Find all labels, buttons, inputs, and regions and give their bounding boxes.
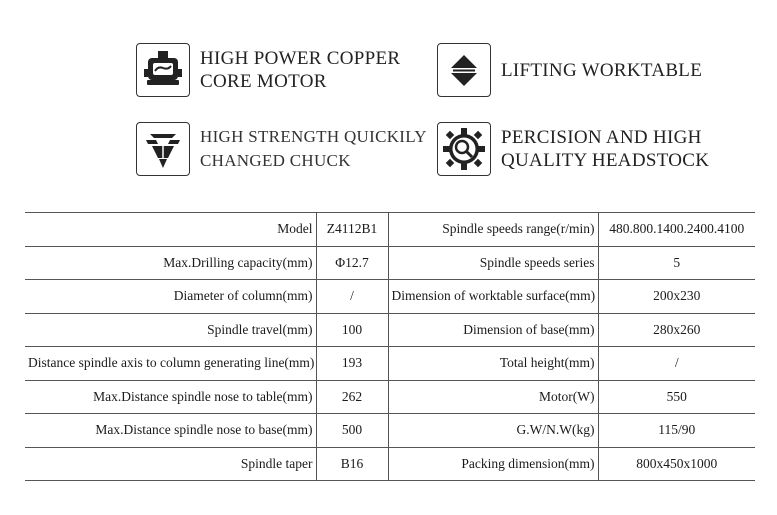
spec-value: 115/90 <box>598 414 755 448</box>
spec-value: / <box>598 347 755 381</box>
table-row <box>25 347 755 381</box>
feature-chuck <box>136 122 427 176</box>
spec-label: Distance spindle axis to column generating line(mm) <box>25 347 316 381</box>
table-row <box>25 380 755 414</box>
lift-arrows-icon <box>437 43 491 97</box>
spec-label: Total height(mm) <box>388 347 598 381</box>
spec-label: Max.Distance spindle nose to table(mm) <box>25 380 316 414</box>
feature-chuck-label: HIGH STRENGTH QUICKILY CHANGED CHUCK <box>200 127 427 170</box>
spec-label: Motor(W) <box>388 380 598 414</box>
spec-label: Diameter of column(mm) <box>25 280 316 314</box>
spec-value: 262 <box>316 380 388 414</box>
spec-label: Dimension of worktable surface(mm) <box>388 280 598 314</box>
spec-label: Spindle speeds series <box>388 246 598 280</box>
table-row <box>25 414 755 448</box>
spec-table-body <box>25 213 755 481</box>
spec-label: Max.Drilling capacity(mm) <box>25 246 316 280</box>
feature-motor-label: HIGH POWER COPPER CORE MOTOR <box>200 48 401 92</box>
feature-lifting <box>437 43 702 97</box>
feature-lifting-label: LIFTING WORKTABLE <box>501 59 703 81</box>
spec-value: B16 <box>316 447 388 481</box>
spec-label: G.W/N.W(kg) <box>388 414 598 448</box>
spec-value: Φ12.7 <box>316 246 388 280</box>
motor-icon <box>136 43 190 97</box>
spec-value: 500 <box>316 414 388 448</box>
spec-label: Spindle taper <box>25 447 316 481</box>
feature-headstock-label: PERCISION AND HIGH QUALITY HEADSTOCK <box>501 127 710 171</box>
spec-value: 100 <box>316 313 388 347</box>
spec-label: Packing dimension(mm) <box>388 447 598 481</box>
gear-magnifier-icon <box>437 122 491 176</box>
table-row <box>25 280 755 314</box>
table-row <box>25 213 755 247</box>
spec-value: 480.800.1400.2400.4100 <box>598 213 755 247</box>
feature-headstock <box>437 122 709 176</box>
spec-value: 200x230 <box>598 280 755 314</box>
spec-label: Max.Distance spindle nose to base(mm) <box>25 414 316 448</box>
spec-value: 280x260 <box>598 313 755 347</box>
table-row <box>25 313 755 347</box>
table-row <box>25 246 755 280</box>
spec-label: Model <box>25 213 316 247</box>
table-row <box>25 447 755 481</box>
chuck-icon <box>136 122 190 176</box>
spec-value: 5 <box>598 246 755 280</box>
spec-value: Z4112B1 <box>316 213 388 247</box>
spec-label: Spindle speeds range(r/min) <box>388 213 598 247</box>
spec-value: 193 <box>316 347 388 381</box>
spec-label: Spindle travel(mm) <box>25 313 316 347</box>
spec-value: / <box>316 280 388 314</box>
feature-motor <box>136 43 400 97</box>
spec-value: 550 <box>598 380 755 414</box>
spec-table <box>25 212 755 481</box>
spec-label: Dimension of base(mm) <box>388 313 598 347</box>
spec-value: 800x450x1000 <box>598 447 755 481</box>
